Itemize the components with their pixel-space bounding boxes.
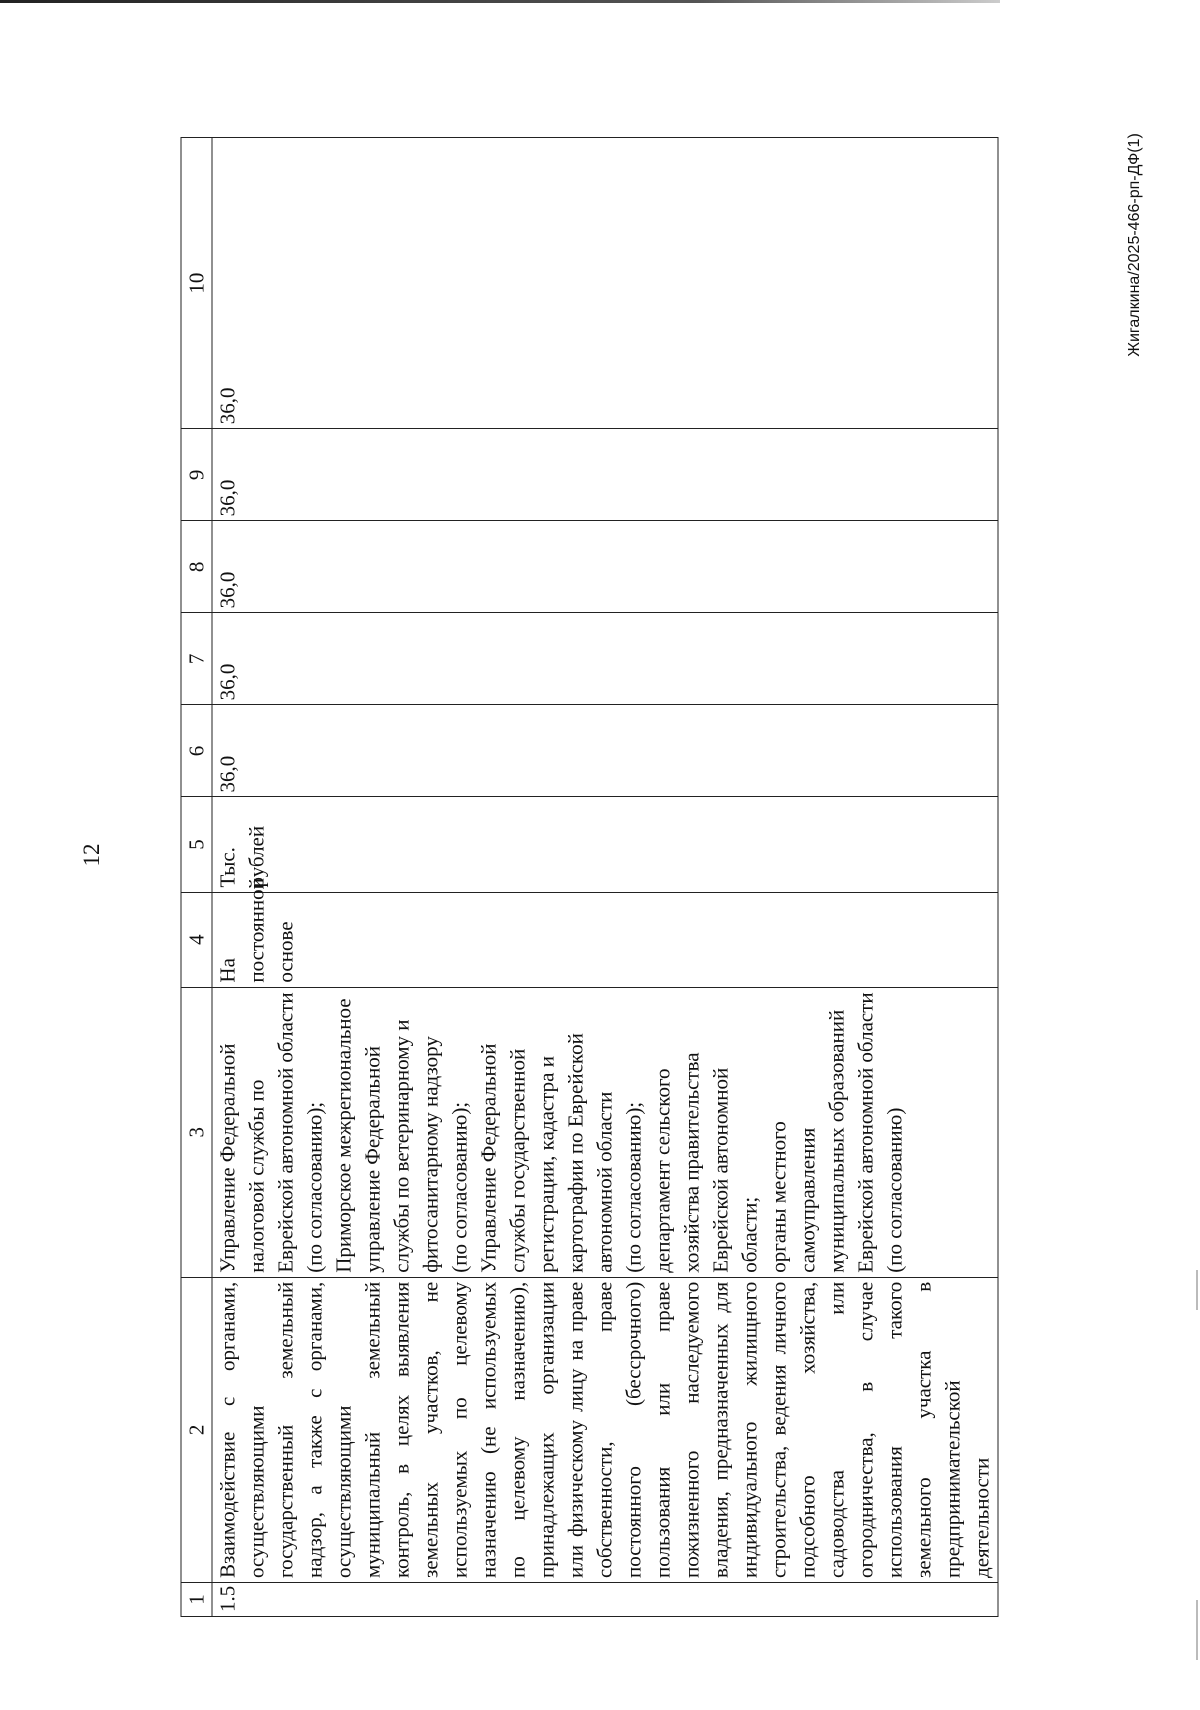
page-number: 12 — [79, 843, 104, 867]
header-cell: 2 — [181, 1277, 212, 1582]
header-cell: 4 — [181, 892, 212, 987]
document-code: Жигалкина/2025-466-рп-ДФ(1) — [1126, 133, 1143, 357]
table-row — [212, 138, 998, 1617]
unit-cell: Тыс. рублей — [212, 797, 998, 892]
rotated-table-block — [181, 137, 994, 1617]
header-cell: 9 — [181, 429, 212, 521]
table-header-row — [181, 138, 212, 1617]
value-cell: 36,0 — [212, 613, 998, 705]
header-cell: 10 — [181, 138, 212, 429]
value-cell: 36,0 — [212, 705, 998, 797]
executor-line: Управление Федеральной налоговой службы по Еврейской автономной области — [215, 992, 298, 1273]
value-cell: 36,0 — [212, 429, 998, 521]
header-cell: 7 — [181, 613, 212, 705]
term-cell: На постоянной основе — [212, 892, 998, 987]
executor-line: Приморское межрегиональное управление Федеральной службы по ветеринарному и фитосанитарному надзору — [331, 998, 443, 1273]
measures-table — [181, 137, 999, 1617]
scan-speck — [1196, 1600, 1198, 1660]
executor-line: департамент сельского хозяйства правительства Еврейской автономной области; — [650, 1052, 762, 1273]
executor-line: (по согласованию); — [302, 1101, 327, 1273]
row-number: 1.5 — [212, 1582, 998, 1616]
executor-line: Управление Федеральной службы государственной регистрации, кадастра и картографии по Еврейской автономной области — [476, 1033, 617, 1273]
header-cell: 5 — [181, 797, 212, 892]
header-cell: 6 — [181, 705, 212, 797]
scan-top-rule — [0, 0, 1000, 3]
executors-cell — [212, 987, 998, 1277]
header-cell: 3 — [181, 987, 212, 1277]
executor-line: (по согласованию) — [882, 1107, 907, 1273]
value-cell: 36,0 — [212, 521, 998, 613]
value-cell: 36,0 — [212, 138, 998, 429]
executor-line: (по согласованию); — [621, 1101, 646, 1273]
header-cell: 1 — [181, 1582, 212, 1616]
executor-line: органы местного самоуправления муниципальных образований Еврейской автономной области — [766, 992, 878, 1273]
scan-speck — [1196, 1270, 1198, 1310]
activity-description: Взаимодействие с органами, осуществляющими государственный земельный надзор, а также с органами, осуществляющими муниципальный земельный контроль, в целях выявления земельных участков, не используемых по целевому назначению (не используемых по целевому назначению), принадлежащих организации или физическому лицу на праве собственности, праве постоянного (бессрочного) пользования или праве пожизненного наследуемого владения, предназначенных для индивидуального жилищного строительства, ведения личного подсобного хозяйства, садоводства или огородничества, в случае использования такого земельного участка в предпринимательской деятельности — [212, 1277, 998, 1582]
executor-line: (по согласованию); — [447, 1101, 472, 1273]
header-cell: 8 — [181, 521, 212, 613]
